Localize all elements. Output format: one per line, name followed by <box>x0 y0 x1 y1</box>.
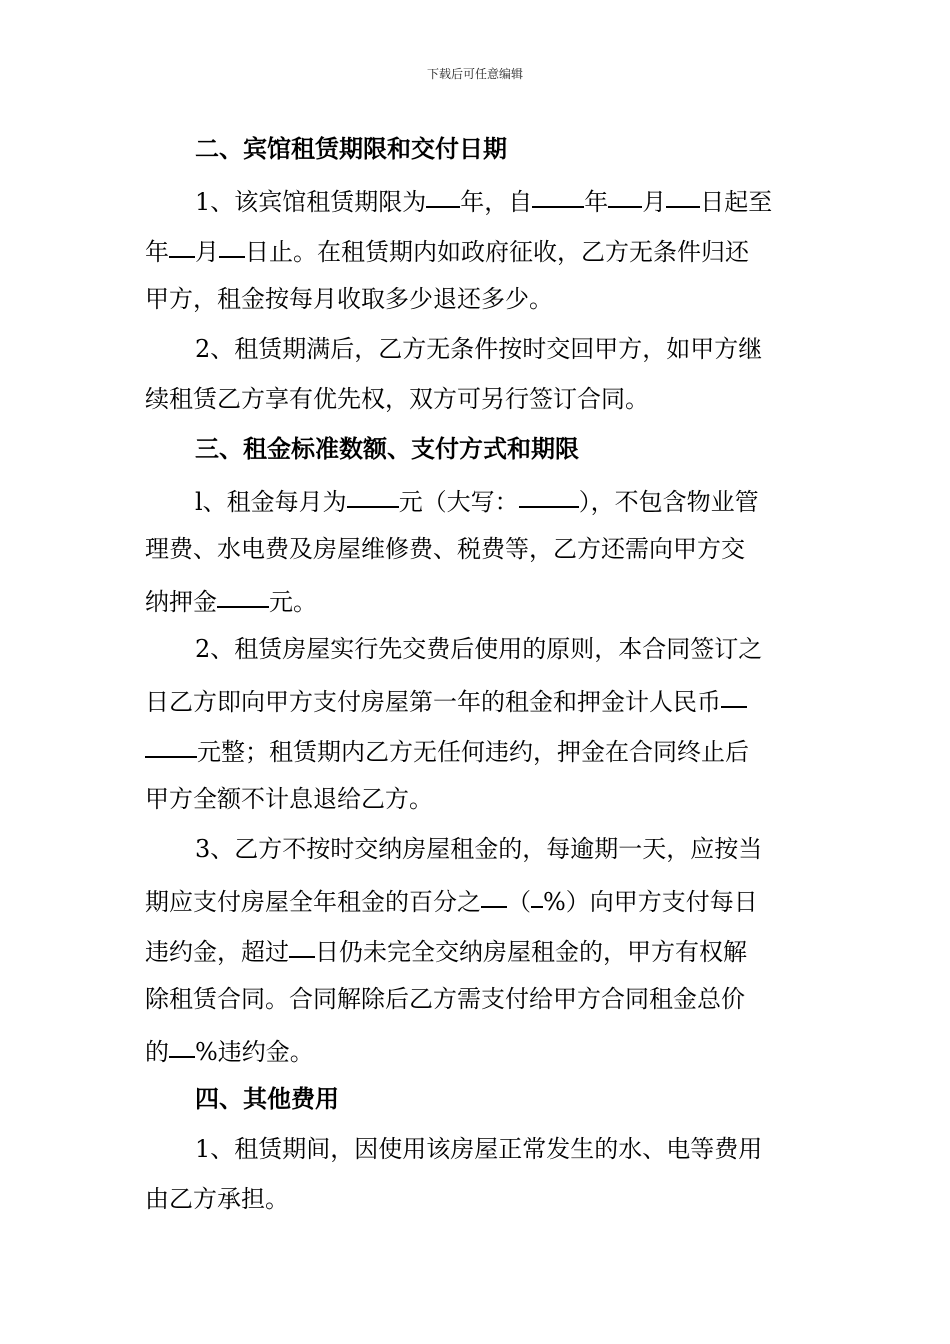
paragraph-line: 甲方全额不计息退给乙方。 <box>145 785 433 813</box>
blank-field <box>532 172 584 208</box>
paragraph-line: 的 %违约金。 <box>145 1024 810 1074</box>
page-header-note: 下载后可任意编辑 <box>426 67 523 81</box>
paragraph-line: 1、该宾馆租赁期限为 年，自 年 月 日起至 <box>145 174 810 224</box>
blank-field <box>666 172 700 208</box>
blank-field <box>217 572 269 608</box>
blank-field <box>481 872 507 908</box>
paragraph-line: l、租金每月为 元（大写： ），不包含物业管 <box>145 474 810 524</box>
blank-field <box>531 872 543 908</box>
paragraph-line: 违约金，超过 日仍未完全交纳房屋租金的，甲方有权解 <box>145 924 810 974</box>
paragraph-line: 续租赁乙方享有优先权，双方可另行签订合同。 <box>145 385 649 413</box>
document-body <box>145 124 810 1224</box>
blank-field <box>519 472 579 508</box>
paragraph-line: 日乙方即向甲方支付房屋第一年的租金和押金计人民币 <box>145 674 810 724</box>
paragraph-line: 除租赁合同。合同解除后乙方需支付给甲方合同租金总价 <box>145 985 745 1013</box>
paragraph-line: 期应支付房屋全年租金的百分之 （ %）向甲方支付每日 <box>145 874 810 924</box>
blank-field <box>145 722 197 758</box>
paragraph-line: 理费、水电费及房屋维修费、税费等，乙方还需向甲方交 <box>145 535 745 563</box>
paragraph-line: 年 月 日止。在租赁期内如政府征收，乙方无条件归还 <box>145 224 810 274</box>
blank-field <box>426 172 460 208</box>
blank-field <box>347 472 399 508</box>
paragraph-line: 2、租赁期满后，乙方无条件按时交回甲方，如甲方继 <box>195 335 763 363</box>
blank-field <box>219 222 245 258</box>
paragraph-line: 1、租赁期间，因使用该房屋正常发生的水、电等费用 <box>195 1135 763 1163</box>
section-heading-lease-term: 二、宾馆租赁期限和交付日期 <box>195 134 507 163</box>
paragraph-line: 3、乙方不按时交纳房屋租金的，每逾期一天，应按当 <box>195 835 763 863</box>
paragraph-line: 由乙方承担。 <box>145 1185 289 1213</box>
blank-field <box>169 222 195 258</box>
paragraph-line: 2、租赁房屋实行先交费后使用的原则，本合同签订之 <box>195 635 763 663</box>
blank-field <box>289 922 315 958</box>
section-heading-rent: 三、租金标准数额、支付方式和期限 <box>195 434 579 463</box>
blank-field <box>169 1022 195 1058</box>
paragraph-line: 元整；租赁期内乙方无任何违约，押金在合同终止后 <box>145 724 810 774</box>
paragraph-line: 甲方，租金按每月收取多少退还多少。 <box>145 285 553 313</box>
blank-field <box>721 672 747 708</box>
paragraph-line: 纳押金 元。 <box>145 574 810 624</box>
section-heading-other-fees: 四、其他费用 <box>195 1084 339 1113</box>
blank-field <box>608 172 642 208</box>
